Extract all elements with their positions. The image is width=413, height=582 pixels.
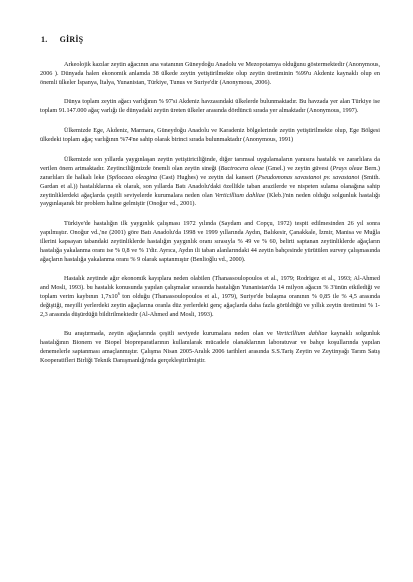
paragraph-economic-loss: Hastalık zeytinde ağır ekonomik kayıplara neden olabilen (Thanassoulopoulos et al., 1979; Rodrigez et al., 1993; Al-Ahmed and Mosli, 1993). bu hastalık konusunda yapılan çalışmalar sırasında hastalığın Yunanistan'da 14 milyon ağacın % 3'ünün etkilediği ve toplam verim kaybının $1,7x10^6$ ton olduğu (Thanassoulopoulos et al., 1979), Suriye'de bulaşma oranının % 0,85 ile % 4,5 arasında değiştiği, meyilli yerlerdeki zeytin ağaçlarına oranla düz yerlerdeki genç ağaçlarda daha fazla görüldüğü ve yıllık zeytin üretimini % 1-2,3 arasında düşürdüğü bildirilmektedir (Al-Ahmed and Mosli, 1993).: [40, 275, 380, 318]
section-body: [40, 61, 380, 376]
section-title: GİRİŞ: [59, 35, 84, 44]
paragraph-world-stats: Dünya toplam zeytin ağacı varlığının % 97'si Akdeniz havzasındaki ülkelerde bulunmaktadır. Bu havzada yer alan Türkiye ise toplam 91.147.000 ağaç varlığı ile dünyadaki zeytin üreten ülkeler arasında dördüncü sırada yer almaktadır (Anonymous, 1997).: [40, 97, 380, 114]
paragraph-aim: Bu araştırmada, zeytin ağaçlarında çeşitli seviyede kurumalara neden olan ve Verticillium dahliae kaynaklı solgunluk hastalığının Bionem ve Biopel biopreparatlarının kullanılarak mücadele olanaklarının laboratuvar ve bahçe koşullarında yapılan denemelerle saptanması amaçlanmıştır. Çalışma Nisan 2005-Aralık 2006 tarihleri arasında S.S.Tariş Zeytin ve Zeytinyağı Tarım Satış Kooperatifleri Birliği Teknik Danışmanlığı'nda gerçekleştirilmiştir.: [40, 330, 380, 364]
section-heading: [41, 35, 83, 44]
section-number: 1.: [41, 35, 48, 44]
paragraph-regions: Ülkemizde Ege, Akdeniz, Marmara, Güneydoğu Anadolu ve Karadeniz bölgelerinde zeytin yetiştirilmekte olup, Ege Bölgesi ülkedeki toplam ağaç varlığının %74'ne sahip olarak birinci sırada bulunmaktadır (Anonymous, 1991): [40, 126, 380, 143]
paragraph-prevalence: Türkiye'de hastalığın ilk yaygınlık çalışması 1972 yılında (Saydam and Copçu, 1972) tespit edilmesinden 26 yıl sonra yapılmıştır. Onoğur vd.,'ne (2001) göre Batı Anadolu'da 1998 ve 1999 yıllarında Aydın, Balıkesir, Çanakkale, İzmir, Manisa ve Muğla illerini kapsayan tabandaki zeytinliklerde hastalığın yaygınlık oranı sırasıyla % 49 ve % 60, belirti saptanan zeytinliklerde ağaçların hastalığa yakalanma oranı ise % 0,8 ve % 1'dir. Ayrıca, Aydın ili taban alanlarındaki 44 zeytin bahçesinde yürütülen survey çalışmasında ağaçların hastalığa yakalanma oranı % 9 olarak saptanmıştır (Benlioğlu vd., 2000).: [40, 219, 380, 263]
paragraph-pests: Ülkemizde son yıllarda yaygınlaşan zeytin yetiştiriciliğinde, diğer tarımsal uygulamaların yanısıra hastalık ve zararlılara da verilen önem artmaktadır. Zeytinciliğimizde önemli olan zeytin sineği (Bactrocera oleae (Gmel.) ve zeytin güvesi (Prays oleae Bern.) zararlıları ile halkalı leke (Spilocaea oleagina (Cast) Hughes) ve zeytin dal kanseri (Pseudomonas savastanoi pv. savastanoi (Smith. Gardan et al.)) hastalıklarına ek olarak, son yıllarda Batı Anadolu'daki özellikle taban arazilerde ve nispeten sulama olanağına sahip zeytinliklerdeki ağaçlarda çeşitli seviyelerde kurumalara neden olan Verticillium dahliae (Kleb.)'nin neden olduğu solgunluk hastalığı yaygınlaşarak bir problem haline gelmiştir (Onoğur vd., 2001).: [40, 155, 380, 208]
paragraph-origin: Arkeolojik kazılar zeytin ağacının ana vatanının Güneydoğu Anadolu ve Mezopotamya olduğunu göstermektedir (Anonymous, 2006 ). Dünyada halen ekonomik anlamda 38 ülkede zeytin yetiştirilmekte olup zeytin üretiminin %99'u Akdeniz kaynaklı olup en önemli ülkeler İspanya, İtalya, Yunanistan, Türkiye, Tunus ve Suriye'dir (Anonymous, 2006).: [40, 61, 380, 86]
